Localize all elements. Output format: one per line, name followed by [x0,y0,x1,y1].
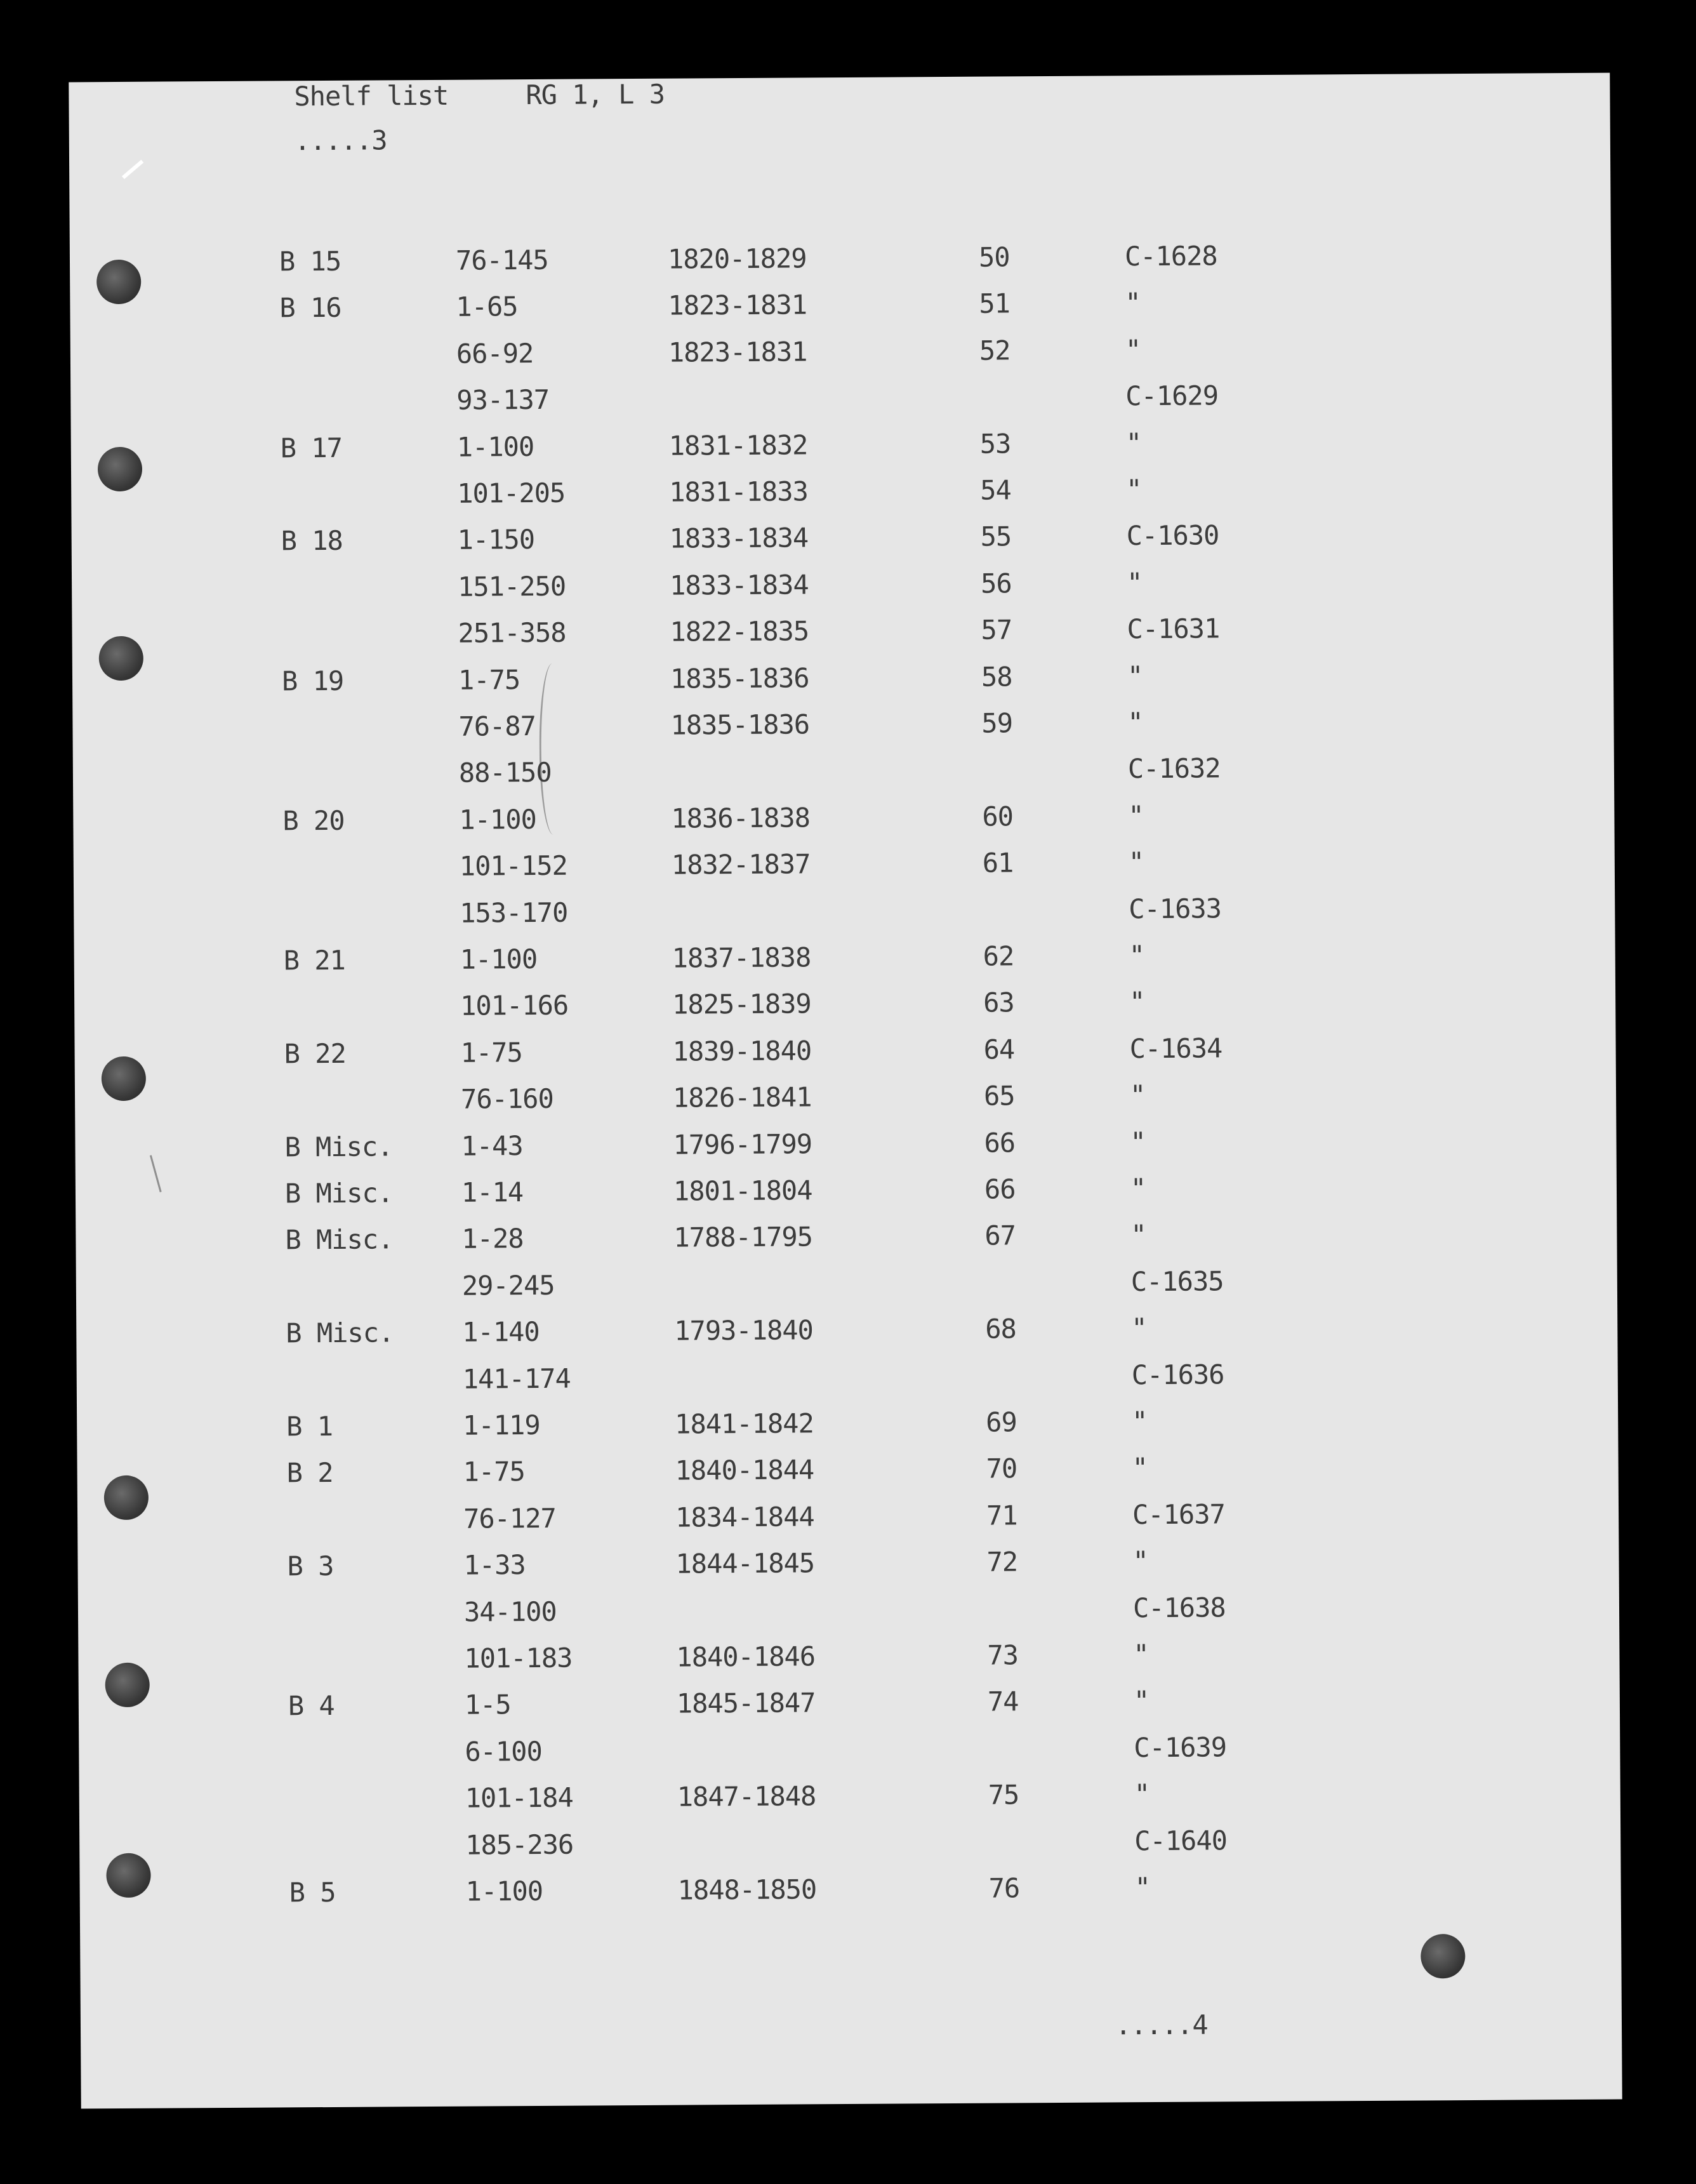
row-dates: 1801-1804 [673,1175,812,1207]
table-row [77,1356,1618,1404]
row-range: 1-65 [456,291,518,323]
table-row [74,1030,1615,1077]
table-row [79,1822,1620,1870]
table-row [76,1170,1617,1218]
row-dates: 1823-1831 [668,289,807,322]
table-row [75,1077,1616,1124]
table-row [74,983,1615,1031]
row-box: B 1 [286,1410,333,1442]
row-range: 76-87 [458,710,536,742]
table-row [77,1449,1619,1497]
row-box: B 3 [287,1550,334,1582]
row-dates: 1820-1829 [667,243,807,275]
row-dates: 1835-1836 [670,662,809,695]
row-roll: C-1634 [1129,1032,1222,1065]
row-range: 76-160 [460,1082,553,1115]
row-range: 153-170 [460,896,568,929]
row-dates: 1788-1795 [673,1221,813,1254]
row-range: 1-75 [460,1036,522,1069]
row-roll: C-1635 [1130,1265,1224,1298]
row-box: B 2 [286,1457,333,1489]
row-dates: 1844-1845 [675,1547,815,1580]
table-row [73,750,1614,798]
row-box: B Misc. [284,1177,394,1209]
document-page [69,73,1622,2109]
row-volume: 70 [986,1453,1017,1485]
table-row [71,471,1612,519]
row-range: 101-166 [460,990,569,1022]
table-row [78,1636,1619,1684]
table-row [77,1496,1619,1543]
table-row [73,797,1614,844]
row-roll: " [1132,1545,1148,1577]
row-volume: 66 [984,1173,1016,1205]
row-volume: 53 [979,427,1011,460]
row-range: 101-183 [464,1642,573,1674]
table-row [70,378,1612,425]
row-roll: " [1133,1639,1149,1670]
row-roll: " [1125,287,1141,319]
row-range: 101-205 [457,477,566,509]
row-range: 1-100 [465,1875,543,1907]
row-dates: 1837-1838 [672,942,811,974]
table-row [76,1263,1617,1310]
row-box: B 17 [280,432,343,464]
row-volume: 68 [985,1313,1017,1345]
table-row [70,331,1612,378]
row-dates: 1845-1847 [676,1687,816,1720]
footer-page-marker: .....4 [1115,2009,1208,2041]
row-volume: 64 [983,1034,1015,1065]
punch-hole [1421,1934,1465,1978]
table-row [72,517,1613,565]
row-box: B 22 [284,1037,346,1070]
row-volume: 71 [986,1500,1017,1531]
row-roll: " [1126,566,1143,599]
row-dates: 1826-1841 [672,1081,812,1114]
row-volume: 65 [983,1080,1015,1112]
row-volume: 50 [978,241,1010,273]
row-range: 1-28 [461,1223,524,1255]
row-roll: C-1628 [1124,240,1217,272]
row-volume: 62 [983,940,1014,972]
row-box: B 20 [282,804,345,837]
row-roll: " [1129,1079,1146,1111]
row-range: 1-33 [463,1549,526,1581]
row-roll: C-1633 [1129,892,1222,924]
row-dates: 1840-1846 [676,1641,816,1673]
row-dates: 1836-1838 [671,802,811,834]
table-row [79,1776,1620,1823]
row-roll: " [1130,1219,1146,1251]
row-dates: 1825-1839 [672,988,811,1021]
table-row [72,704,1613,752]
row-roll: " [1126,474,1142,505]
row-roll: " [1134,1778,1150,1810]
table-row [72,611,1613,658]
row-range: 1-100 [456,430,534,463]
table-row [77,1543,1619,1590]
row-volume: 69 [986,1406,1017,1438]
row-volume: 75 [988,1779,1019,1811]
row-range: 1-140 [462,1316,540,1348]
table-row [71,424,1612,472]
table-row [74,937,1615,985]
row-range: 141-174 [462,1362,571,1395]
row-box: B 15 [279,245,341,277]
header-title: Shelf list [294,79,449,112]
row-volume: 61 [982,847,1014,879]
row-roll: " [1130,1126,1146,1157]
table-row [79,1682,1620,1730]
row-roll: C-1632 [1127,752,1221,785]
row-dates: 1831-1833 [669,476,808,508]
row-roll: " [1132,1452,1148,1484]
row-dates: 1834-1844 [675,1501,814,1533]
row-volume: 55 [980,521,1012,553]
row-roll: C-1638 [1132,1591,1226,1623]
row-dates: 1832-1837 [671,848,811,881]
table-row [77,1403,1618,1451]
row-roll: " [1129,940,1145,971]
row-dates: 1796-1799 [673,1128,812,1161]
row-range: 1-100 [459,803,536,836]
row-roll: C-1630 [1126,519,1219,552]
row-volume: 63 [983,987,1014,1019]
row-range: 101-184 [465,1781,573,1814]
header-series: RG 1, L 3 [526,78,665,111]
row-range: 88-150 [458,757,552,789]
table-row [72,657,1613,705]
row-range: 1-119 [463,1409,540,1441]
row-dates: 1833-1834 [669,569,809,601]
row-roll: " [1127,707,1143,738]
header-page-marker: .....3 [294,124,387,157]
row-volume: 73 [987,1639,1019,1671]
row-range: 101-152 [459,849,567,882]
row-range: 251-358 [458,616,566,649]
row-volume: 58 [981,660,1012,693]
row-dates: 1841-1842 [675,1408,814,1440]
table-row [70,238,1611,286]
row-box: B Misc. [284,1130,393,1162]
table-row [72,564,1613,611]
row-range: 185-236 [465,1828,574,1861]
table-row [80,1869,1621,1917]
table-row [79,1729,1620,1776]
row-box: B Misc. [286,1317,394,1349]
row-volume: 54 [980,474,1011,506]
row-volume: 60 [982,801,1014,832]
row-dates: 1833-1834 [669,522,809,555]
table-row [76,1216,1617,1264]
row-box: B Misc. [285,1223,394,1256]
row-range: 6-100 [465,1735,542,1768]
row-roll: " [1127,660,1143,691]
row-range: 93-137 [456,384,550,416]
row-dates: 1793-1840 [674,1314,814,1347]
row-roll: C-1639 [1134,1731,1227,1764]
row-roll: " [1125,333,1141,366]
row-box: B 19 [281,665,344,697]
row-range: 34-100 [463,1595,557,1628]
row-roll: C-1640 [1134,1824,1228,1856]
row-volume: 67 [984,1220,1016,1252]
row-roll: " [1129,986,1145,1018]
table-row [76,1310,1617,1357]
row-range: 1-150 [457,524,535,556]
row-dates: 1822-1835 [670,615,809,648]
row-volume: 59 [981,707,1013,739]
row-range: 1-5 [464,1689,511,1721]
row-range: 66-92 [456,337,534,370]
scratch-mark [122,160,143,179]
row-dates: 1823-1831 [668,336,807,368]
row-roll: " [1132,1406,1148,1437]
row-dates: 1848-1850 [677,1874,817,1906]
row-range: 76-127 [463,1502,556,1535]
table-row [70,284,1611,332]
row-dates: 1839-1840 [672,1035,812,1067]
row-volume: 74 [987,1686,1019,1718]
row-box: B 5 [289,1876,336,1908]
row-range: 1-100 [460,943,538,975]
row-box: B 16 [279,292,341,324]
row-roll: " [1133,1685,1149,1717]
row-range: 1-14 [461,1176,524,1208]
row-volume: 66 [984,1126,1016,1159]
row-volume: 57 [981,614,1012,646]
row-roll: " [1130,1173,1146,1204]
table-row [78,1589,1619,1637]
row-dates: 1831-1832 [668,429,808,462]
row-range: 29-245 [461,1269,555,1302]
row-dates: 1835-1836 [670,709,810,741]
table-row [74,890,1615,938]
row-roll: " [1128,799,1144,832]
row-roll: " [1125,427,1142,458]
row-roll: C-1636 [1131,1358,1224,1390]
row-volume: 72 [986,1546,1018,1578]
row-volume: 52 [979,335,1010,366]
row-volume: 51 [979,288,1010,320]
row-range: 1-75 [458,663,520,696]
row-range: 76-145 [455,244,548,276]
row-volume: 56 [980,568,1012,599]
row-roll: " [1128,846,1144,878]
row-box: B 21 [283,944,346,976]
row-range: 1-75 [463,1456,525,1488]
row-box: B 4 [288,1690,335,1722]
row-roll: C-1629 [1125,380,1219,412]
row-range: 1-43 [461,1129,523,1162]
row-volume: 76 [988,1872,1020,1904]
row-roll: C-1637 [1132,1498,1225,1531]
row-dates: 1847-1848 [677,1780,816,1813]
table-row [75,1123,1616,1171]
table-row [74,844,1615,891]
row-dates: 1840-1844 [675,1454,814,1487]
row-box: B 18 [281,525,343,557]
row-range: 151-250 [457,570,566,603]
row-roll: " [1134,1872,1151,1903]
row-roll: " [1131,1312,1147,1344]
row-roll: C-1631 [1127,613,1220,645]
